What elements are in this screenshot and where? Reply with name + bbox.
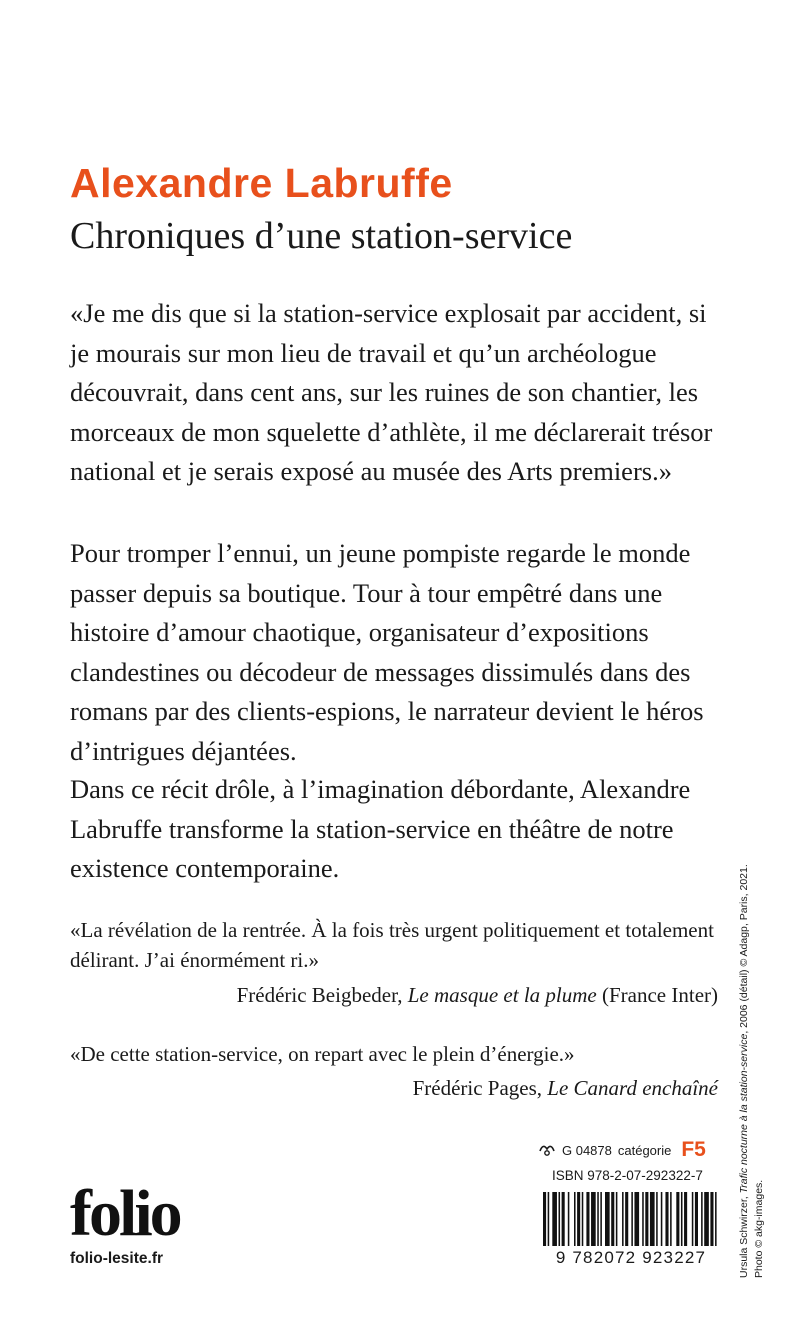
- review-critic-2: Frédéric Pages,: [412, 1076, 543, 1100]
- review-critic-1: Frédéric Beigbeder,: [236, 983, 403, 1007]
- book-title: Chroniques d’une station-service: [70, 215, 573, 257]
- author-name: Alexandre Labruffe: [70, 160, 453, 206]
- credit-line-2: Photo © akg-images.: [753, 1179, 765, 1278]
- barcode-image: [541, 1192, 721, 1246]
- excerpt-quote: «Je me dis que si la station-service explosait par accident, si je mourais sur mon lieu de travail et qu’un archéologue découvrait, dans cent ans, sur les ruines de son chantier, les morceaux de mon squelette d’athlète, il me déclarerait trésor national et je serais exposé au musée des Arts premiers.»: [70, 298, 713, 486]
- credit-rights: , 2006 (détail) © Adagp, Paris, 2021.: [738, 864, 750, 1034]
- review-medium-1: (France Inter): [601, 983, 718, 1007]
- folio-logo: folio: [70, 1177, 180, 1250]
- summary-paragraph-2: Dans ce récit drôle, à l’imagination débordante, Alexandre Labruffe transforme la station-service en théâtre de notre existence contemporaine.: [70, 774, 691, 883]
- review-attribution-1: [237, 983, 718, 1008]
- folio-mini-logo-icon: [538, 1141, 556, 1160]
- credit-artwork: Trafic nocturne à la station-service: [738, 1033, 750, 1194]
- review-outlet-1: Le masque et la plume: [407, 983, 597, 1007]
- publisher-website: folio-lesite.fr: [70, 1250, 164, 1267]
- catalog-code: G 04878: [562, 1142, 612, 1158]
- barcode-digits: 9 782072 923227: [555, 1248, 707, 1267]
- catalog-code-line: [538, 1138, 706, 1162]
- review-outlet-2: Le Canard enchaîné: [547, 1076, 718, 1100]
- category-label: catégorie: [617, 1142, 672, 1158]
- isbn-number: ISBN 978-2-07-292322-7: [552, 1168, 703, 1183]
- credit-artist: Ursula Schwirzer,: [738, 1193, 750, 1278]
- credit-line-1: [737, 718, 752, 1278]
- category-code: F5: [681, 1138, 706, 1161]
- review-quote-2: «De cette station-service, on repart avec le plein d’énergie.»: [70, 1042, 575, 1066]
- cover-credit: [737, 718, 767, 1278]
- review-quote-1: «La révélation de la rentrée. À la fois très urgent politiquement et totalement délirant. J’ai énormément ri.»: [70, 918, 714, 972]
- review-attribution-2: [413, 1076, 718, 1101]
- summary-paragraph-1: Pour tromper l’ennui, un jeune pompiste regarde le monde passer depuis sa boutique. Tour à tour empêtré dans une histoire d’amour chaotique, organisateur d’expositions clandestines ou décodeur de messages dissimulés dans des romans par des clients-espions, le narrateur devient le héros d’intrigues déjantées.: [70, 538, 704, 766]
